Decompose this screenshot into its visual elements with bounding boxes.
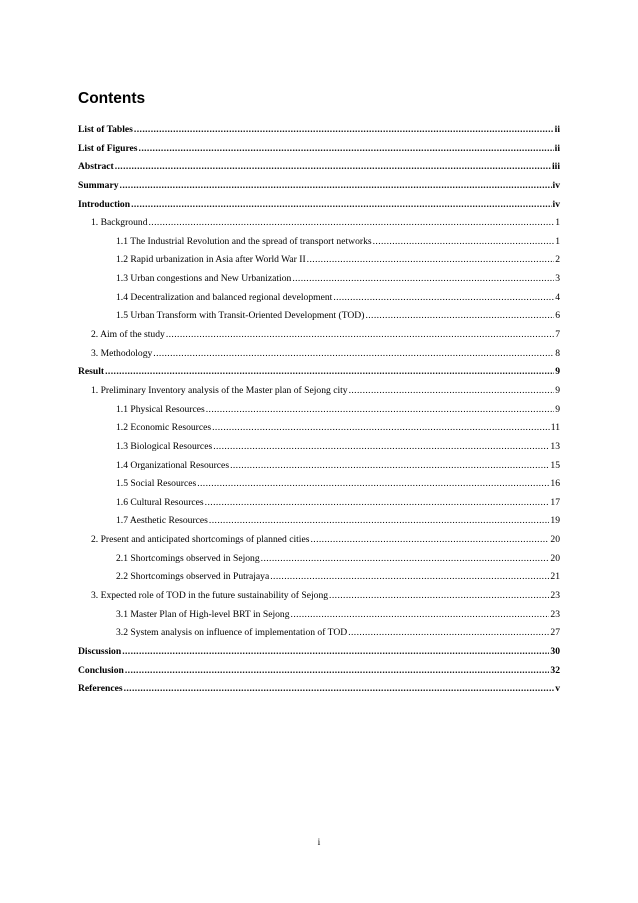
toc-entry-label: 1. Background [91,217,148,229]
toc-leader-dots [373,233,555,252]
toc-entry-system-analysis-tod[interactable] [78,624,560,643]
toc-entry-physical-resources[interactable] [78,401,560,420]
toc-entry-page: 1 [555,235,560,247]
toc-entry-label: List of Figures [78,142,138,154]
toc-entry-label: Conclusion [78,664,124,676]
toc-entry-label: 1.2 Rapid urbanization in Asia after World War II [116,254,306,266]
toc-entry-page: ii [554,124,560,135]
toc-leader-dots [125,662,550,681]
toc-entry-page: 4 [555,291,560,303]
toc-leader-dots [115,158,551,177]
toc-entry-shortcomings-sejong[interactable] [78,550,560,569]
toc-leader-dots [153,345,554,364]
toc-leader-dots [131,196,551,215]
toc-entry-urban-congestions[interactable] [78,270,560,289]
toc-entry-social-resources[interactable] [78,475,560,494]
toc-entry-label: Introduction [78,198,131,210]
toc-entry-shortcomings-planned-cities[interactable] [78,531,560,550]
toc-leader-dots [329,587,549,606]
toc-entry-industrial-revolution[interactable] [78,233,560,252]
toc-entry-label: 1.3 Biological Resources [116,440,213,452]
toc-entry-page: 7 [555,329,560,341]
toc-entry-background[interactable] [78,214,560,233]
toc-entry-expected-role-tod[interactable] [78,587,560,606]
toc-leader-dots [349,382,555,401]
toc-leader-dots [166,326,554,345]
toc-leader-dots [307,251,555,270]
toc-leader-dots [122,643,549,662]
toc-entry-label: 1.4 Decentralization and balanced regional development [116,291,333,303]
toc-leader-dots [270,568,549,587]
toc-entry-label: 1.4 Organizational Resources [116,459,230,471]
toc-entry-label: List of Tables [78,124,133,135]
toc-entry-label: 2. Aim of the study [91,329,165,341]
toc-entry-master-plan-brt[interactable] [78,606,560,625]
toc-entry-label: 3.2 System analysis on influence of implementation of TOD [116,627,348,639]
toc-leader-dots [149,214,555,233]
toc-entry-label: 1.6 Cultural Resources [116,496,204,508]
toc-entry-label: 3. Expected role of TOD in the future sustainability of Sejong [91,590,329,602]
toc-entry-introduction[interactable] [78,196,560,215]
toc-entry-page: 27 [550,627,560,639]
toc-entry-label: 3. Methodology [91,347,153,359]
toc-entry-result[interactable] [78,363,560,382]
toc-entry-page: iii [552,161,560,173]
toc-leader-dots [134,121,554,140]
toc-entry-label: 1.1 Physical Resources [116,403,205,415]
toc-leader-dots [124,680,555,699]
toc-entry-page: 20 [550,552,560,564]
toc-entry-label: 3.1 Master Plan of High-level BRT in Sejong [116,608,290,620]
toc-entry-shortcomings-putrajaya[interactable] [78,568,560,587]
toc-entry-methodology[interactable] [78,345,560,364]
toc-leader-dots [105,363,554,382]
toc-entry-abstract[interactable] [78,158,560,177]
toc-entry-page: 11 [550,422,560,434]
toc-entry-page: 19 [550,515,560,527]
toc-leader-dots [292,270,554,289]
toc-entry-aesthetic-resources[interactable] [78,512,560,531]
toc-entry-label: 1. Preliminary Inventory analysis of the Master plan of Sejong city [91,384,348,396]
toc-entry-list-of-tables[interactable] [78,121,560,140]
toc-entry-page: 6 [555,310,560,322]
toc-entry-references[interactable] [78,680,560,699]
toc-leader-dots [206,401,554,420]
toc-entry-page: 20 [550,534,560,546]
toc-entry-page: 1 [555,217,560,229]
toc-entry-page: iv [552,198,560,210]
toc-entry-label: 1.7 Aesthetic Resources [116,515,208,527]
toc-entry-label: 1.5 Social Resources [116,478,197,490]
toc-entry-label: 1.3 Urban congestions and New Urbanization [116,273,292,285]
toc-leader-dots [310,531,549,550]
toc-entry-label: Discussion [78,645,122,657]
toc-entry-discussion[interactable] [78,643,560,662]
toc-entry-page: 9 [555,403,560,415]
toc-entry-page: 9 [555,384,560,396]
toc-leader-dots [365,307,554,326]
toc-entry-preliminary-inventory[interactable] [78,382,560,401]
toc-entry-conclusion[interactable] [78,662,560,681]
toc-entry-cultural-resources[interactable] [78,494,560,513]
toc-entry-rapid-urbanization[interactable] [78,251,560,270]
toc-entry-label: 2.1 Shortcomings observed in Sejong [116,552,260,564]
toc-entry-label: Result [78,366,105,378]
toc-entry-page: 13 [550,440,560,452]
toc-entry-urban-transform-tod[interactable] [78,307,560,326]
toc-leader-dots [348,624,549,643]
toc-entry-summary[interactable] [78,177,560,196]
toc-leader-dots [291,606,550,625]
toc-leader-dots [139,140,554,159]
toc-leader-dots [230,457,549,476]
page-number: i [317,837,321,848]
toc-entry-page: 17 [550,496,560,508]
toc-entry-economic-resources[interactable] [78,419,560,438]
toc-entry-page: 23 [550,608,560,620]
toc-entry-page: 23 [550,590,560,602]
toc-entry-page: iv [552,179,560,191]
toc-entry-label: 1.5 Urban Transform with Transit-Oriented Development (TOD) [116,310,365,322]
toc-entry-page: 8 [555,347,560,359]
toc-entry-organizational-resources[interactable] [78,457,560,476]
toc-leader-dots [205,494,550,513]
toc-entry-decentralization[interactable] [78,289,560,308]
page-title: Contents [78,90,146,107]
toc-leader-dots [261,550,550,569]
toc-entry-page: 3 [555,273,560,285]
toc-entry-page: 15 [550,459,560,471]
toc-entry-list-of-figures[interactable] [78,140,560,159]
toc-entry-aim-of-study[interactable] [78,326,560,345]
toc-entry-label: References [78,683,123,695]
toc-entry-page: ii [554,142,560,154]
toc-entry-page: 16 [550,478,560,490]
toc-leader-dots [120,177,552,196]
toc-leader-dots [197,475,549,494]
toc-entry-label: Abstract [78,161,114,173]
toc-entry-label: 1.1 The Industrial Revolution and the spread of transport networks [116,235,372,247]
toc-entry-page: v [555,683,560,695]
toc-entry-label: 2. Present and anticipated shortcomings of planned cities [91,534,310,546]
toc-leader-dots [212,419,550,438]
toc-entry-label: 2.2 Shortcomings observed in Putrajaya [116,571,270,583]
toc-entry-page: 9 [555,366,560,378]
table-of-contents [78,121,560,699]
toc-leader-dots [209,512,549,531]
toc-leader-dots [333,289,554,308]
toc-entry-biological-resources[interactable] [78,438,560,457]
toc-entry-label: 1.2 Economic Resources [116,422,212,434]
toc-entry-page: 2 [555,254,560,266]
toc-entry-label: Summary [78,179,119,191]
toc-leader-dots [213,438,549,457]
toc-entry-page: 21 [550,571,560,583]
toc-entry-page: 30 [550,645,560,657]
toc-entry-page: 32 [550,664,560,676]
